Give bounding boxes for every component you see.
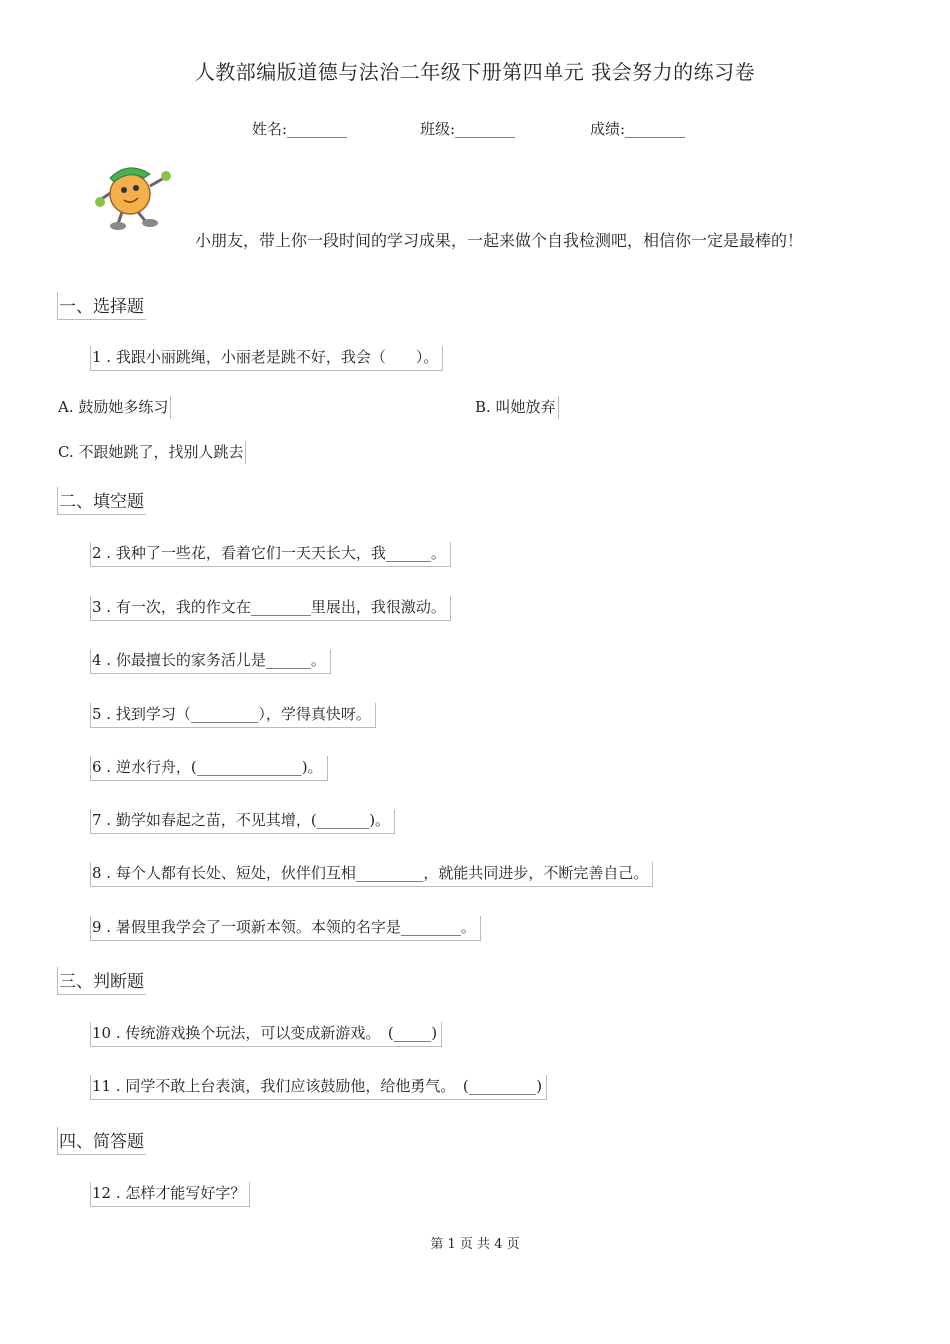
section-heading-fill-blank: 二、填空题	[57, 487, 146, 515]
q1-option-a: A. 鼓励她多练习	[57, 396, 171, 419]
section-heading-short-answer: 四、简答题	[57, 1127, 146, 1155]
q1-option-c: C. 不跟她跳了，找别人跳去	[57, 441, 246, 464]
question-7: 7 . 勤学如春起之苗，不见其增，(_______)。	[90, 809, 395, 834]
question-10: 10 . 传统游戏换个玩法，可以变成新游戏。 (_____)	[90, 1022, 442, 1047]
page-title: 人教部编版道德与法治二年级下册第四单元 我会努力的练习卷	[194, 60, 756, 84]
question-1: 1 . 我跟小丽跳绳，小丽老是跳不好，我会（ ）。	[90, 346, 443, 371]
question-12: 12 . 怎样才能写好字？	[90, 1182, 250, 1207]
score-field-label: 成绩:________	[590, 120, 686, 138]
question-3: 3 . 有一次，我的作文在________里展出，我很激动。	[90, 596, 451, 621]
intro-text: 小朋友，带上你一段时间的学习成果，一起来做个自我检测吧，相信你一定是最棒的！	[195, 231, 804, 250]
mascot-illustration	[94, 160, 174, 232]
question-6: 6 . 逆水行舟，(______________)。	[90, 756, 328, 781]
question-4: 4 . 你最擅长的家务活儿是______。	[90, 649, 331, 674]
section-heading-true-false: 三、判断题	[57, 967, 146, 995]
question-5: 5 . 找到学习（_________），学得真快呀。	[90, 703, 376, 728]
page-number-footer: 第 1 页 共 4 页	[430, 1237, 520, 1252]
name-field-label: 姓名:________	[252, 120, 348, 138]
question-9: 9 . 暑假里我学会了一项新本领。本领的名字是________。	[90, 916, 481, 941]
question-8: 8 . 每个人都有长处、短处，伙伴们互相_________，就能共同进步，不断完善自己。	[90, 862, 653, 887]
section-heading-choice: 一、选择题	[57, 292, 146, 320]
question-11: 11 . 同学不敢上台表演，我们应该鼓励他，给他勇气。 (_________)	[90, 1075, 547, 1100]
class-field-label: 班级:________	[420, 120, 516, 138]
q1-option-b: B. 叫她放弃	[474, 396, 559, 419]
question-2: 2 . 我种了一些花，看着它们一天天长大，我______。	[90, 542, 451, 567]
